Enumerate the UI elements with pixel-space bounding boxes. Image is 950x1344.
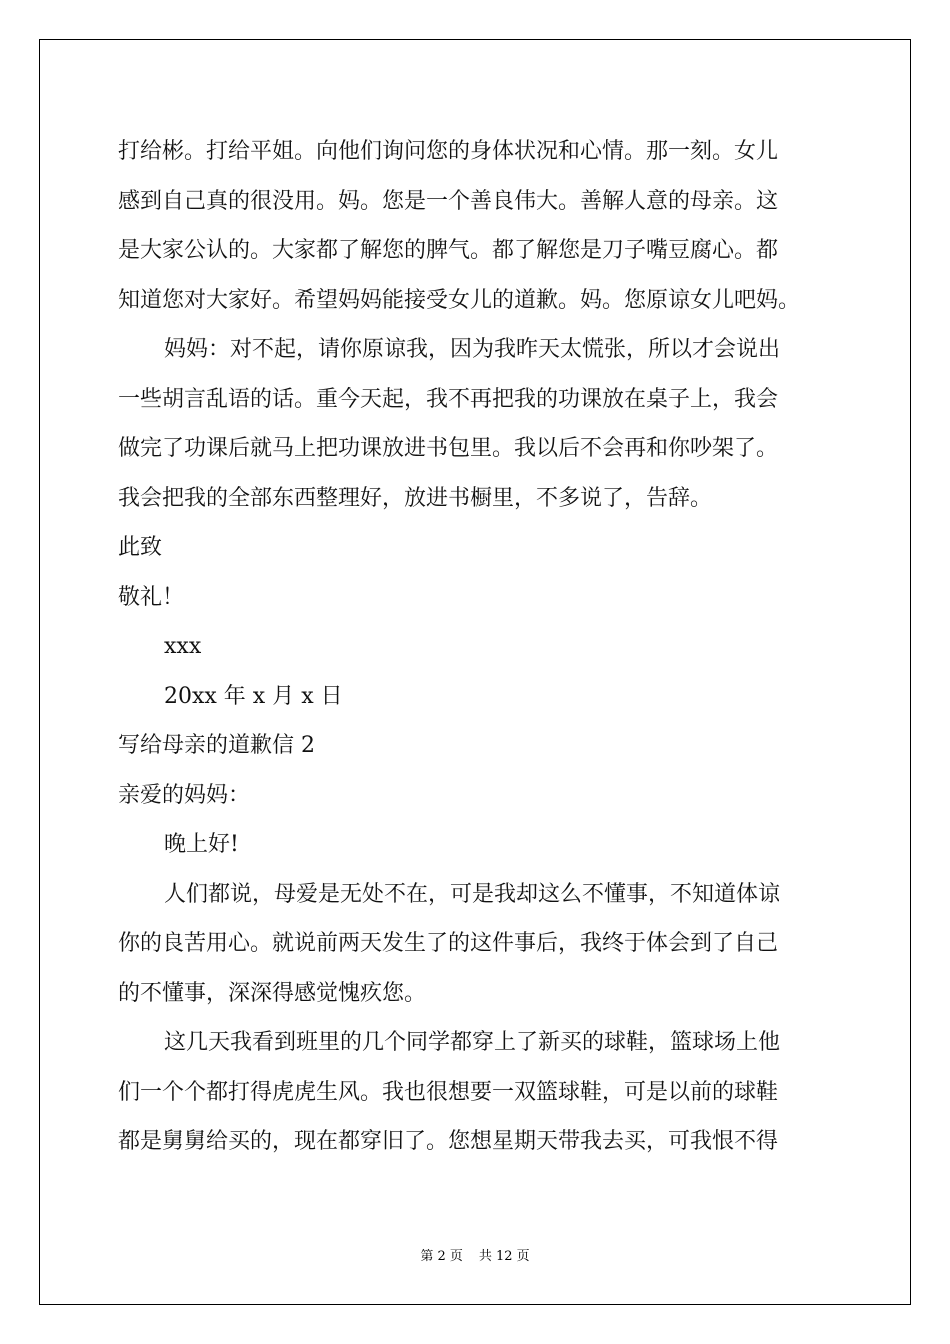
text-line: 人们都说，母爱是无处不在，可是我却这么不懂事，不知道体谅 [164,881,781,907]
text-line: 妈妈：对不起，请你原谅我，因为我昨天太慌张，所以才会说出 [164,337,781,362]
greeting: 晚上好! [164,832,239,857]
text-line: 我会把我的全部东西整理好，放进书橱里，不多说了，告辞。 [118,485,713,511]
closing-salute: 敬礼！ [118,584,185,610]
text-line: 知道您对大家好。希望妈妈能接受女儿的道歉。妈。您原谅女儿吧妈。 [118,287,801,313]
section-title: 写给母亲的道歉信 2 [118,733,315,758]
text-line: 们一个个都打得虎虎生风。我也很想要一双篮球鞋，可是以前的球鞋 [118,1079,779,1105]
page-footer [0,1245,950,1264]
signature: xxx [164,634,202,659]
text-line: 打给彬。打给平姐。向他们询问您的身体状况和心情。那一刻。女儿 [118,139,779,164]
page-number: 第 2 页 [420,1249,463,1264]
text-line: 一些胡言乱语的话。重今天起，我不再把我的功课放在桌子上，我会 [118,386,779,412]
text-line: 的不懂事，深深得感觉愧疚您。 [118,980,427,1006]
text-line: 做完了功课后就马上把功课放进书包里。我以后不会再和你吵架了。 [118,436,779,461]
document-body [118,127,833,1167]
text-line: 是大家公认的。大家都了解您的脾气。都了解您是刀子嘴豆腐心。都 [118,238,779,263]
closing-line: 此致 [118,535,163,560]
text-line: 这几天我看到班里的几个同学都穿上了新买的球鞋，篮球场上他 [164,1030,781,1055]
text-line: 感到自己真的很没用。妈。您是一个善良伟大。善解人意的母亲。这 [118,188,779,214]
date-line: 20xx 年 x 月 x 日 [164,683,343,709]
page-total: 共 12 页 [478,1249,530,1264]
salutation: 亲爱的妈妈： [118,782,251,808]
text-line: 都是舅舅给买的，现在都穿旧了。您想星期天带我去买，可我恨不得 [118,1129,779,1154]
text-line: 你的良苦用心。就说前两天发生了的这件事后，我终于体会到了自己 [118,931,779,956]
